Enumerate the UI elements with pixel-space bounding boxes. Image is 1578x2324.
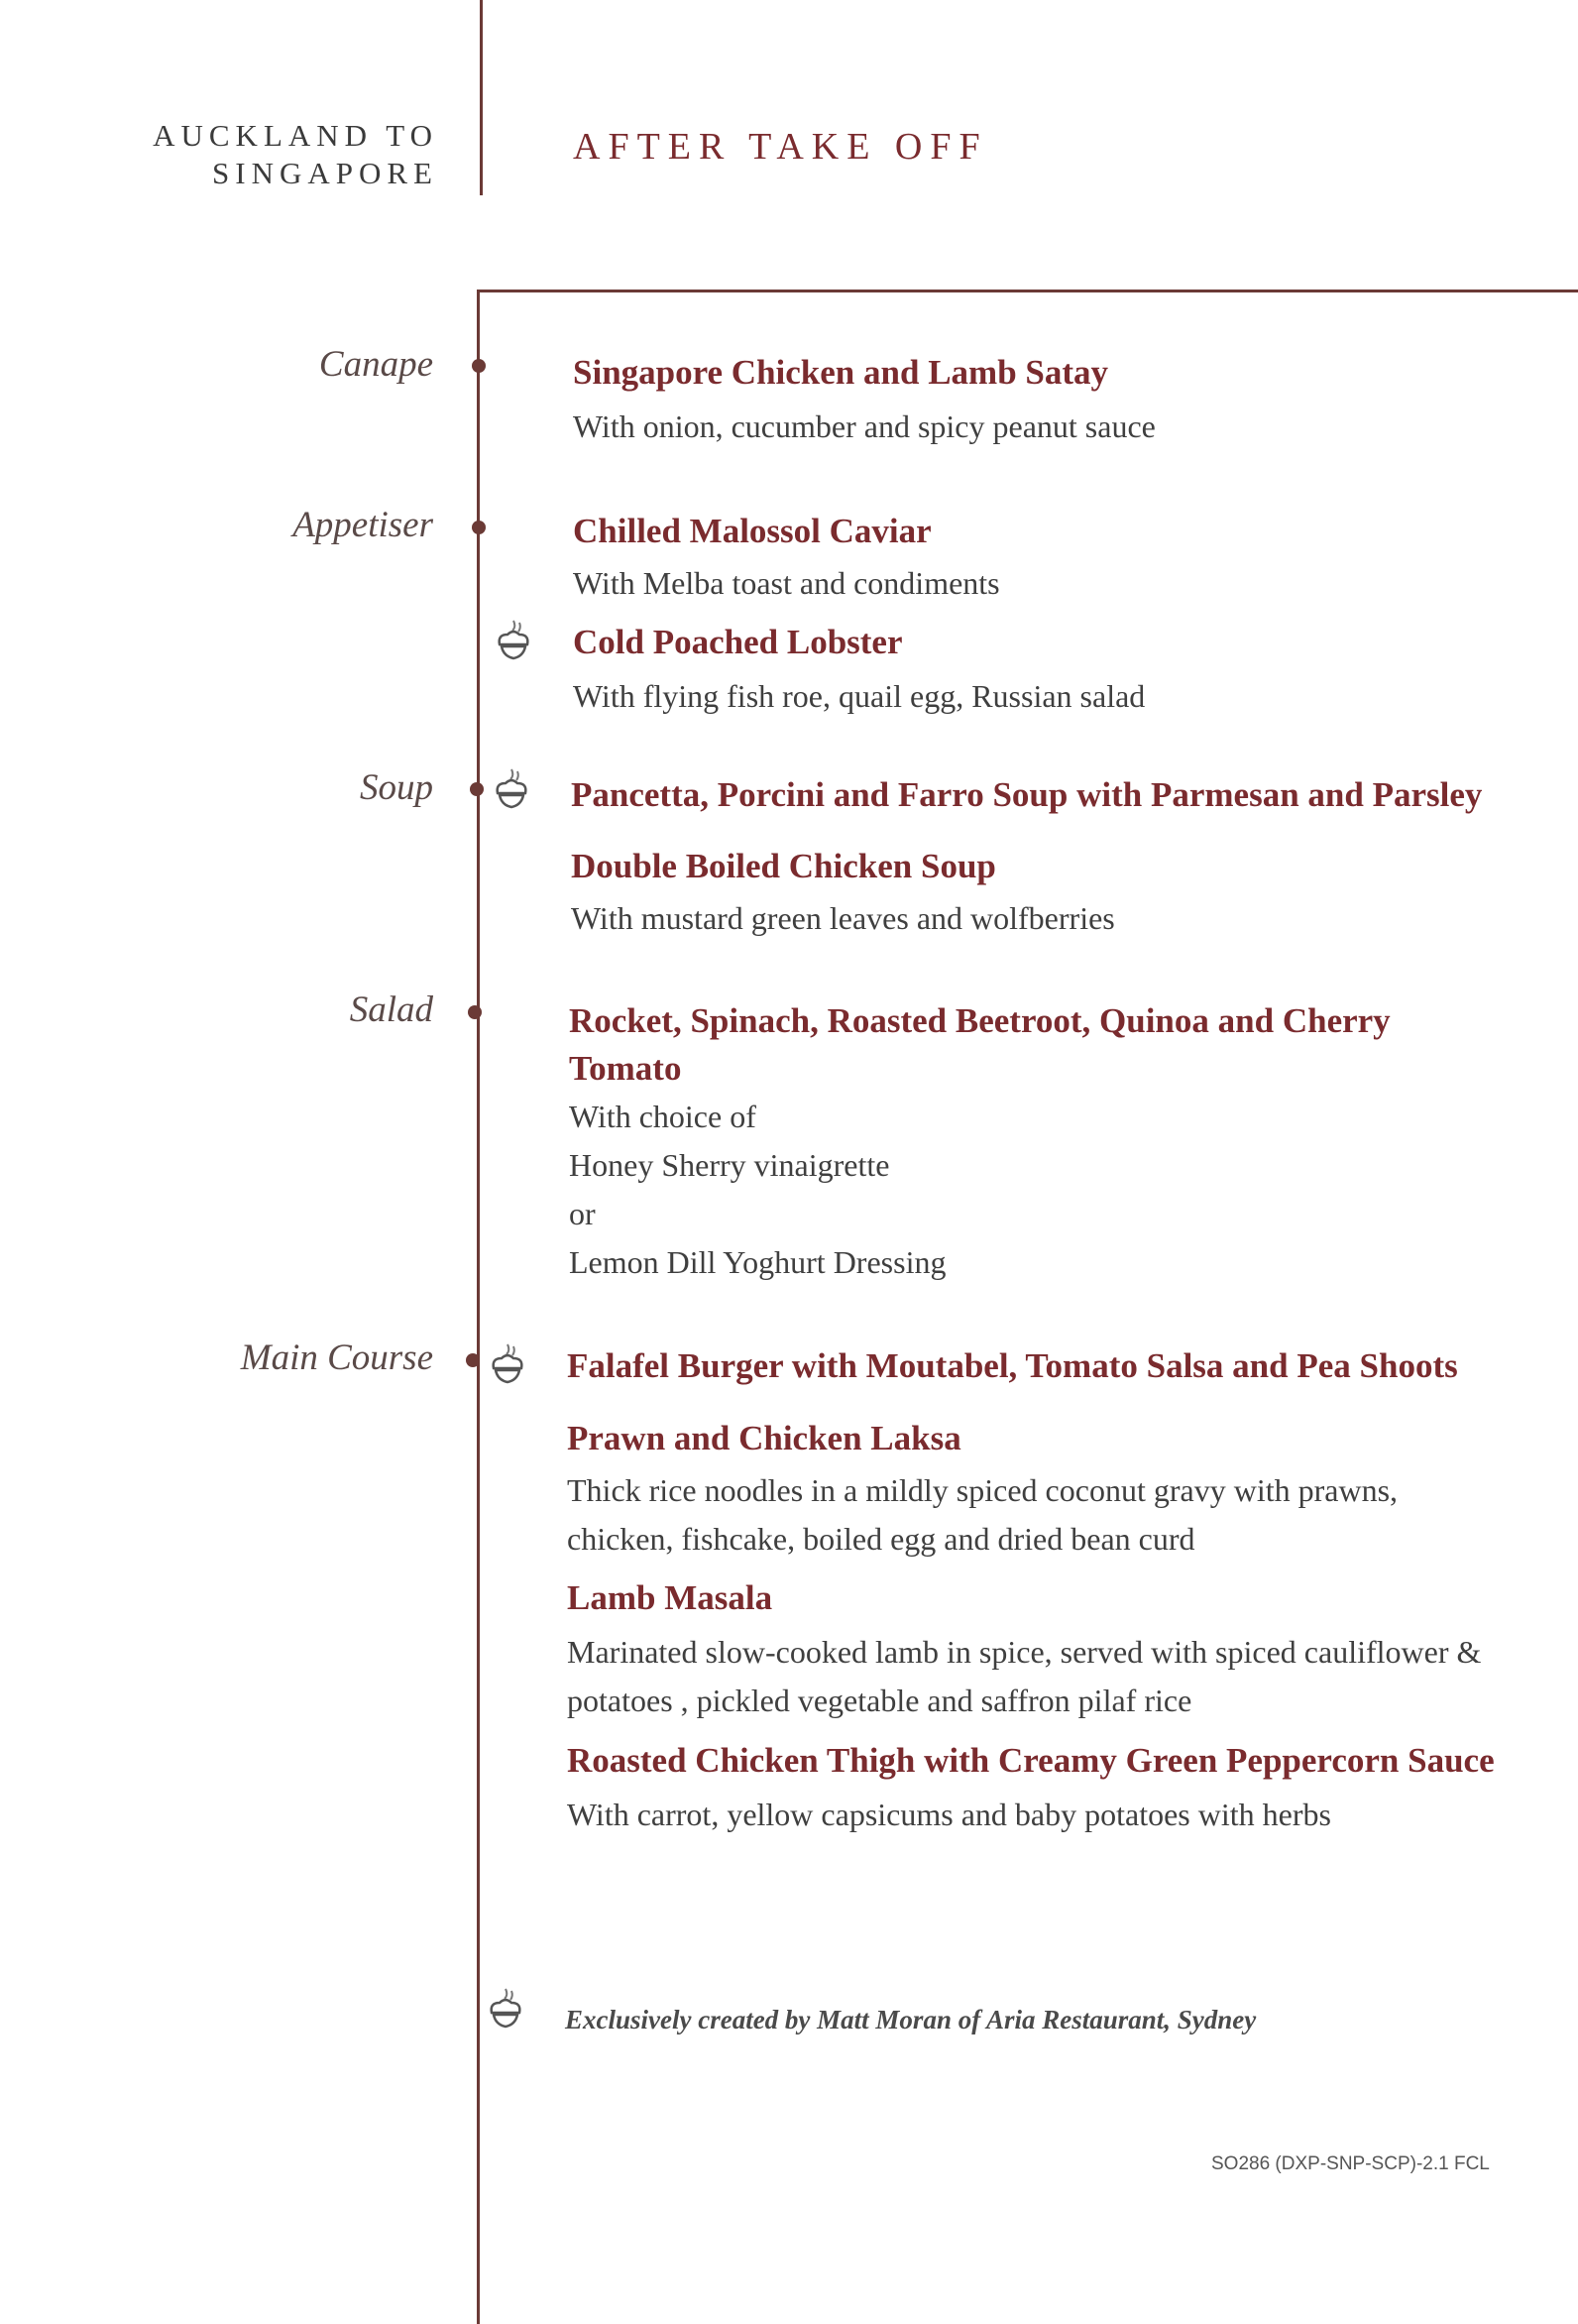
menu-code: SO286 (DXP-SNP-SCP)-2.1 FCL <box>1211 2153 1490 2174</box>
course-soup: Soup <box>360 767 433 808</box>
section-rule <box>477 290 1578 292</box>
route-label <box>153 117 438 192</box>
header-divider <box>480 0 483 195</box>
course-main: Main Course <box>240 1337 433 1378</box>
dish-name-laksa: Prawn and Chicken Laksa <box>567 1419 961 1457</box>
dish-desc-salad-choice: With choice of <box>569 1099 756 1134</box>
chef-hat-icon <box>486 1985 525 2034</box>
dish-name-salad: Rocket, Spinach, Roasted Beetroot, Quinoa and Cherry Tomato <box>569 1001 1391 1088</box>
dish-desc-satay: With onion, cucumber and spicy peanut sauce <box>573 408 1156 444</box>
dish-desc-lobster: With flying fish roe, quail egg, Russian salad <box>573 678 1146 714</box>
dish-name-satay: Singapore Chicken and Lamb Satay <box>573 353 1109 392</box>
dish-name-caviar: Chilled Malossol Caviar <box>573 512 932 550</box>
dish-desc-lamb-2: potatoes , pickled vegetable and saffron pilaf rice <box>567 1683 1192 1718</box>
timeline-dot <box>468 1005 482 1019</box>
dish-desc-salad-dressing-2: Lemon Dill Yoghurt Dressing <box>569 1244 947 1280</box>
dish-name-pancetta-soup: Pancetta, Porcini and Farro Soup with Parmesan and Parsley <box>571 775 1483 814</box>
dish-name-lamb: Lamb Masala <box>567 1578 773 1617</box>
section-title: AFTER TAKE OFF <box>573 126 988 168</box>
timeline-dot <box>470 782 484 796</box>
course-salad: Salad <box>349 989 433 1030</box>
dish-name-falafel: Falafel Burger with Moutabel, Tomato Salsa and Pea Shoots <box>567 1346 1458 1385</box>
chef-hat-icon <box>494 617 533 666</box>
dish-name-chicken-thigh: Roasted Chicken Thigh with Creamy Green Peppercorn Sauce <box>567 1741 1495 1780</box>
course-canape: Canape <box>318 344 433 385</box>
dish-desc-chicken-soup: With mustard green leaves and wolfberries <box>571 900 1115 936</box>
dish-desc-laksa-1: Thick rice noodles in a mildly spiced coconut gravy with prawns, <box>567 1472 1399 1508</box>
route-line-2: SINGAPORE <box>212 156 438 190</box>
dish-desc-lamb-1: Marinated slow-cooked lamb in spice, served with spiced cauliflower & <box>567 1634 1482 1670</box>
timeline-line <box>477 290 480 2324</box>
timeline-dot <box>466 1353 480 1367</box>
timeline-dot <box>472 521 486 534</box>
dish-name-chicken-soup: Double Boiled Chicken Soup <box>571 847 996 885</box>
route-line-1: AUCKLAND TO <box>153 118 438 153</box>
dish-desc-laksa-2: chicken, fishcake, boiled egg and dried bean curd <box>567 1521 1195 1557</box>
chef-hat-icon <box>488 1340 527 1390</box>
dish-desc-caviar: With Melba toast and condiments <box>573 565 1000 601</box>
timeline-dot <box>472 359 486 373</box>
chef-hat-icon <box>492 765 531 815</box>
dish-desc-salad-or: or <box>569 1196 596 1231</box>
dish-name-lobster: Cold Poached Lobster <box>573 623 903 661</box>
course-appetiser: Appetiser <box>292 505 433 545</box>
dish-desc-chicken-thigh: With carrot, yellow capsicums and baby potatoes with herbs <box>567 1797 1331 1832</box>
dish-desc-salad-dressing-1: Honey Sherry vinaigrette <box>569 1147 890 1183</box>
chef-credit: Exclusively created by Matt Moran of Aria Restaurant, Sydney <box>565 2005 1257 2034</box>
